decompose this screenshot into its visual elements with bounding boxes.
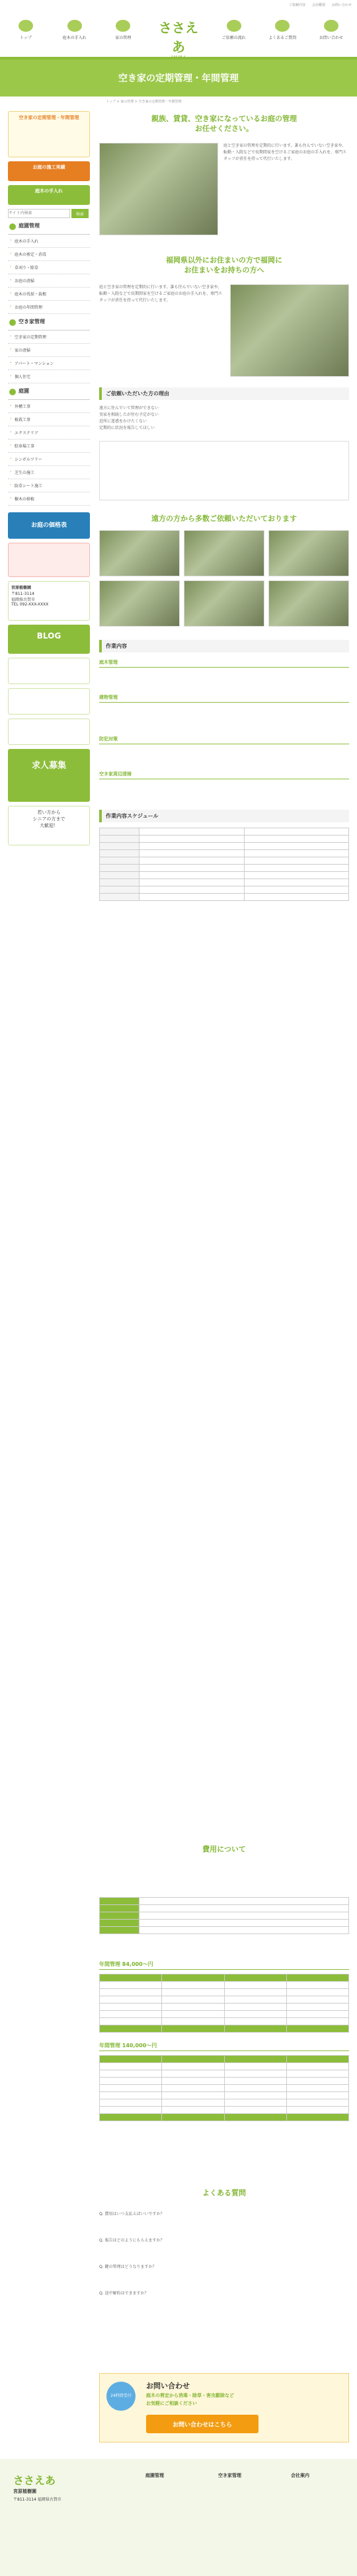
menu3-item[interactable]: › シンボルツリー — [8, 453, 90, 466]
site-logo[interactable]: ささえあ — [158, 20, 198, 55]
footer-col3-title: 会社案内 — [291, 2473, 309, 2478]
house-icon — [116, 20, 130, 32]
menu2-item[interactable]: › 家の清掃 — [8, 344, 90, 357]
work-sub-security-text — [99, 744, 349, 771]
menu3-item[interactable]: › 芝生の施工 — [8, 466, 90, 479]
reason-heading: ご依頼いただいた方の理由 — [99, 387, 349, 400]
work-sub-garden-text — [99, 668, 349, 694]
gallery-photo — [184, 530, 264, 576]
menu3-heading: 庭園 — [8, 387, 90, 399]
section2-text: 庭と空き家の管理を定期的に行います。誰も住んでいない空き家や、転勤・入院などで長期間家を空けるご家庭のお庭の手入れを、専門スタッフが責任を持って代行いたします。 — [99, 285, 223, 303]
footer-address: 〒811-3114 福岡県古賀市 — [13, 2497, 61, 2502]
photo-grid — [99, 530, 349, 627]
menu3-item[interactable]: › 駐車場工事 — [8, 440, 90, 453]
menu1-item[interactable]: › 庭木の手入れ — [8, 235, 90, 248]
top-link-1[interactable]: ご依頼内容 — [288, 3, 305, 7]
gallery-photo — [184, 580, 264, 627]
work-sub-building-text — [99, 703, 349, 736]
badge-24h: 24時間受付 — [106, 2382, 136, 2411]
menu1-item[interactable]: › 庭木の剪定・消毒 — [8, 248, 90, 261]
page-title: 空き家の定期管理・年間管理 — [118, 73, 239, 84]
price1-label: 年間管理 84,000〜円 — [99, 1961, 349, 1970]
section1-title: 親族、賃貸、空き家になっているお庭の管理 お任せください。 — [151, 114, 297, 133]
sidebar — [8, 111, 90, 849]
cta-sub: 庭木の剪定から消毒・除草・害虫駆除など — [146, 2393, 234, 2398]
breadcrumb[interactable]: トップ > 家の管理 > 空き家の定期管理・年間管理 — [106, 100, 182, 104]
menu2-item[interactable]: › アパート・マンション — [8, 357, 90, 370]
price2-table — [99, 2055, 349, 2121]
reason-item: 近所に迷惑をかけたくない — [99, 419, 147, 424]
footer-company: 宮原植樹園 — [13, 2489, 36, 2494]
search-input[interactable] — [8, 209, 70, 218]
question-icon — [275, 20, 290, 32]
top-link-2[interactable]: 会社概要 — [311, 3, 325, 7]
nav-top[interactable]: トップ — [7, 17, 45, 50]
reason-item: 実家を相続したが住む予定がない — [99, 412, 159, 417]
hero-banner — [0, 59, 357, 97]
menu3-item[interactable]: › 外構工事 — [8, 400, 90, 413]
menu1-list — [8, 234, 90, 314]
fee-table — [99, 1897, 349, 1934]
cta-sub2: お気軽にご相談ください — [146, 2401, 197, 2406]
intro-text: 庭と空き家の管理を定期的に行います。誰も住んでいない空き家や、転勤・入院などで長期間家を空けるご家庭のお庭の手入れを、専門スタッフが責任を持って代行いたします。 — [223, 143, 347, 161]
recruit-banner[interactable]: 求人募集 — [8, 749, 90, 802]
fee-content — [99, 1897, 349, 2121]
reason-item: 定期的に状況を報告してほしい — [99, 426, 155, 430]
garden-photo-1 — [230, 284, 349, 377]
menu3-item[interactable]: › 植栽工事 — [8, 413, 90, 426]
contact-cta — [99, 2373, 349, 2442]
fee-title: 費用について — [202, 1845, 246, 1854]
menu1-item[interactable]: › 草刈り・除草 — [8, 261, 90, 274]
works-banner[interactable]: お庭の施工実績 — [8, 161, 90, 181]
contact-button[interactable]: お問い合わせはこちら — [146, 2415, 258, 2433]
menu2-heading: 空き家管理 — [8, 318, 90, 330]
price1-table — [99, 1974, 349, 2033]
schedule-heading: 作業内容スケジュール — [99, 810, 349, 822]
home-icon — [19, 20, 33, 32]
schedule-table — [99, 828, 349, 901]
top-links — [289, 3, 352, 7]
footer-col2-title: 空き家管理 — [218, 2473, 241, 2478]
nav-house[interactable]: 家の管理 — [104, 17, 142, 50]
gallery-photo — [268, 530, 349, 576]
mail-icon — [324, 20, 338, 32]
menu2-item[interactable]: › 空き家の定期管理 — [8, 331, 90, 344]
work-sub-cleaning: 空き家周辺清掃 — [99, 771, 349, 779]
reason-box — [99, 441, 349, 500]
footer-logo[interactable]: ささえあ — [13, 2474, 56, 2487]
house-photo-1 — [99, 143, 218, 235]
work-sub-garden: 庭木管理 — [99, 659, 349, 668]
side-banner-c[interactable] — [8, 719, 90, 745]
faq-section — [99, 2188, 349, 2317]
main-content — [99, 111, 349, 901]
global-nav — [7, 17, 350, 55]
site-search — [8, 209, 90, 218]
site-header — [0, 0, 357, 63]
gallery-photo — [99, 580, 180, 627]
menu3-list — [8, 399, 90, 506]
flow-icon — [227, 20, 241, 32]
work-sub-security: 防犯対策 — [99, 736, 349, 744]
menu1-item[interactable]: › お庭の清掃 — [8, 274, 90, 288]
blog-banner[interactable]: BLOG — [8, 625, 90, 654]
gallery-photo — [268, 580, 349, 627]
recruit-sub: 若い方から シニアの方まで 大歓迎！ — [8, 806, 90, 845]
tree-icon — [67, 20, 82, 32]
work-sub-cleaning-text — [99, 779, 349, 806]
reason-item: 遠方に住んでいて管理ができない — [99, 406, 159, 410]
menu1-heading: 庭園管理 — [8, 222, 90, 234]
side-banner-a[interactable] — [8, 658, 90, 684]
faq-item[interactable]: Q. 報告はどのようにもらえますか？ — [99, 2238, 165, 2243]
menu2-list — [8, 330, 90, 383]
reason-list — [99, 405, 349, 432]
side-banner-b[interactable] — [8, 688, 90, 715]
menu1-item[interactable]: › 庭木の伐採・抜根 — [8, 288, 90, 301]
company-info: 宮原植樹園 〒811-3114 福岡県古賀市 TEL 092-XXX-XXXX — [8, 581, 90, 621]
price2-label: 年間管理 140,000〜円 — [99, 2042, 349, 2051]
top-link-3[interactable]: お問い合わせ — [331, 3, 352, 7]
site-footer — [0, 2459, 357, 2576]
footer-col1-title: 庭園管理 — [145, 2473, 164, 2478]
garden-care-banner[interactable]: 庭木の手入れ — [8, 185, 90, 205]
menu3-item[interactable]: › エクステリア — [8, 426, 90, 440]
nav-garden[interactable]: 庭木の手入れ — [56, 17, 94, 50]
faq-item[interactable]: Q. 途中解約はできますか？ — [99, 2291, 149, 2296]
menu3-item[interactable]: › 防草シート施工 — [8, 479, 90, 492]
faq-item[interactable]: Q. 鍵の管理はどうなりますか？ — [99, 2265, 157, 2269]
fee-section-head — [0, 1844, 357, 1891]
price-list-banner[interactable]: お庭の価格表 — [8, 512, 90, 539]
work-sub-building: 建物管理 — [99, 694, 349, 703]
info-card[interactable] — [8, 543, 90, 577]
faq-title: よくある質問 — [202, 2189, 246, 2197]
nav-contact[interactable]: お問い合わせ — [312, 17, 350, 50]
gallery-photo — [99, 530, 180, 576]
menu2-item[interactable]: › 個人住宅 — [8, 370, 90, 383]
work-heading: 作業内容 — [99, 640, 349, 652]
cta-title: お問い合わせ — [146, 2382, 190, 2390]
sidebar-promo[interactable]: 空き家の定期管理・年間管理 — [8, 111, 90, 157]
nav-faq[interactable]: よくあるご質問 — [263, 17, 301, 50]
faq-item[interactable]: Q. 費用はいつ支払えばいいですか？ — [99, 2212, 165, 2216]
section2-title: 福岡県以外にお住まいの方で福岡に お住まいをお持ちの方へ — [166, 256, 282, 274]
section3-title: 遠方の方から多数ご依頼いただいております — [151, 514, 297, 523]
search-button[interactable]: 検索 — [71, 209, 89, 218]
nav-flow[interactable]: ご依頼の流れ — [215, 17, 253, 50]
menu1-item[interactable]: › お庭の年間管理 — [8, 301, 90, 314]
menu3-item[interactable]: › 樹木の移植 — [8, 492, 90, 506]
